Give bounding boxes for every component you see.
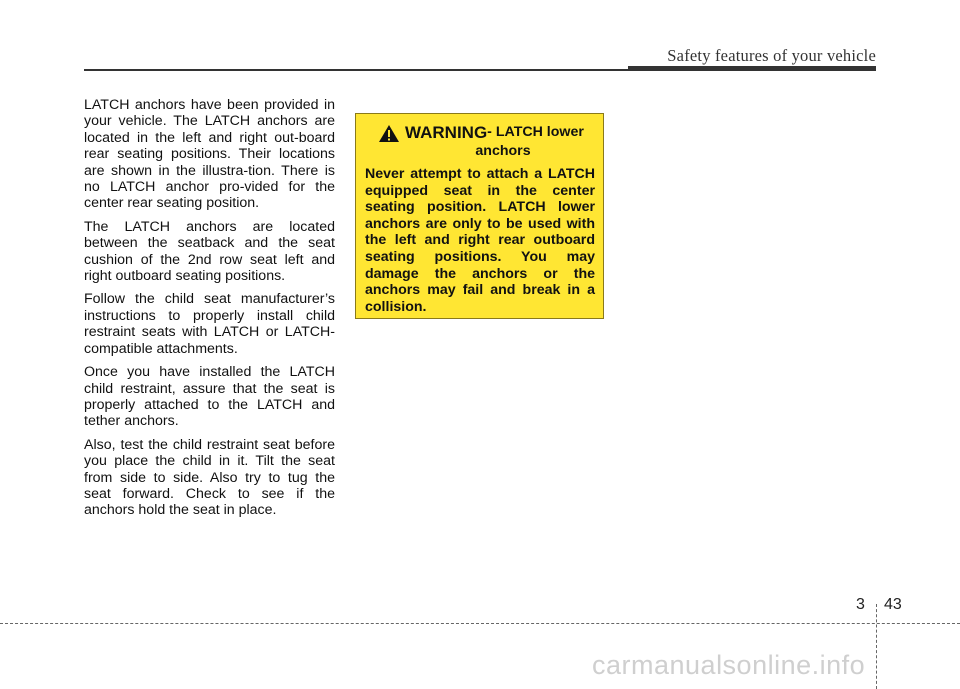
watermark: carmanualsonline.info [592, 650, 866, 680]
page-number: 43 [884, 596, 902, 613]
warning-header [365, 123, 595, 143]
chapter-number: 3 [856, 596, 865, 613]
body-paragraph: Follow the child seat manufacturer’s instructions to properly install child restraint seats with LATCH or LATCH-compatible attachments. [84, 291, 335, 357]
warning-triangle-icon [378, 124, 400, 143]
body-paragraph: Also, test the child restraint seat before you place the child in it. Tilt the seat from side to side. Also try to tug the seat forward. Check to see if the anchors hold the seat in place. [84, 436, 335, 519]
warning-text: Never attempt to attach a LATCH equipped seat in the center seating position. LATCH lower anchors are only to be used with the left and right rear outboard seating positions. You may damage the anchors or the anchors may fail and break in a collision. [365, 166, 595, 315]
header-title: Safety features of your vehicle [667, 46, 876, 65]
body-text-column [84, 97, 335, 526]
warning-subtitle: - LATCH lower [487, 124, 584, 140]
footer-rule [0, 623, 960, 624]
body-paragraph: Once you have installed the LATCH child restraint, assure that the seat is properly attached to the LATCH and tether anchors. [84, 364, 335, 430]
warning-box [355, 113, 604, 319]
warning-subtitle-continued: anchors [475, 143, 531, 159]
body-paragraph: The LATCH anchors are located between the seatback and the seat cushion of the 2nd row seat left and right outboard seating positions. [84, 218, 335, 285]
footer-divider [876, 604, 877, 689]
body-paragraph: LATCH anchors have been provided in your vehicle. The LATCH anchors are located in the left and right out-board rear seating positions. Their locations are shown in the illustra-tion. There is no LATCH anchor pro-vided for the center rear seating position. [84, 97, 335, 212]
header-rule-accent [628, 66, 876, 71]
warning-label: WARNING [405, 123, 488, 142]
